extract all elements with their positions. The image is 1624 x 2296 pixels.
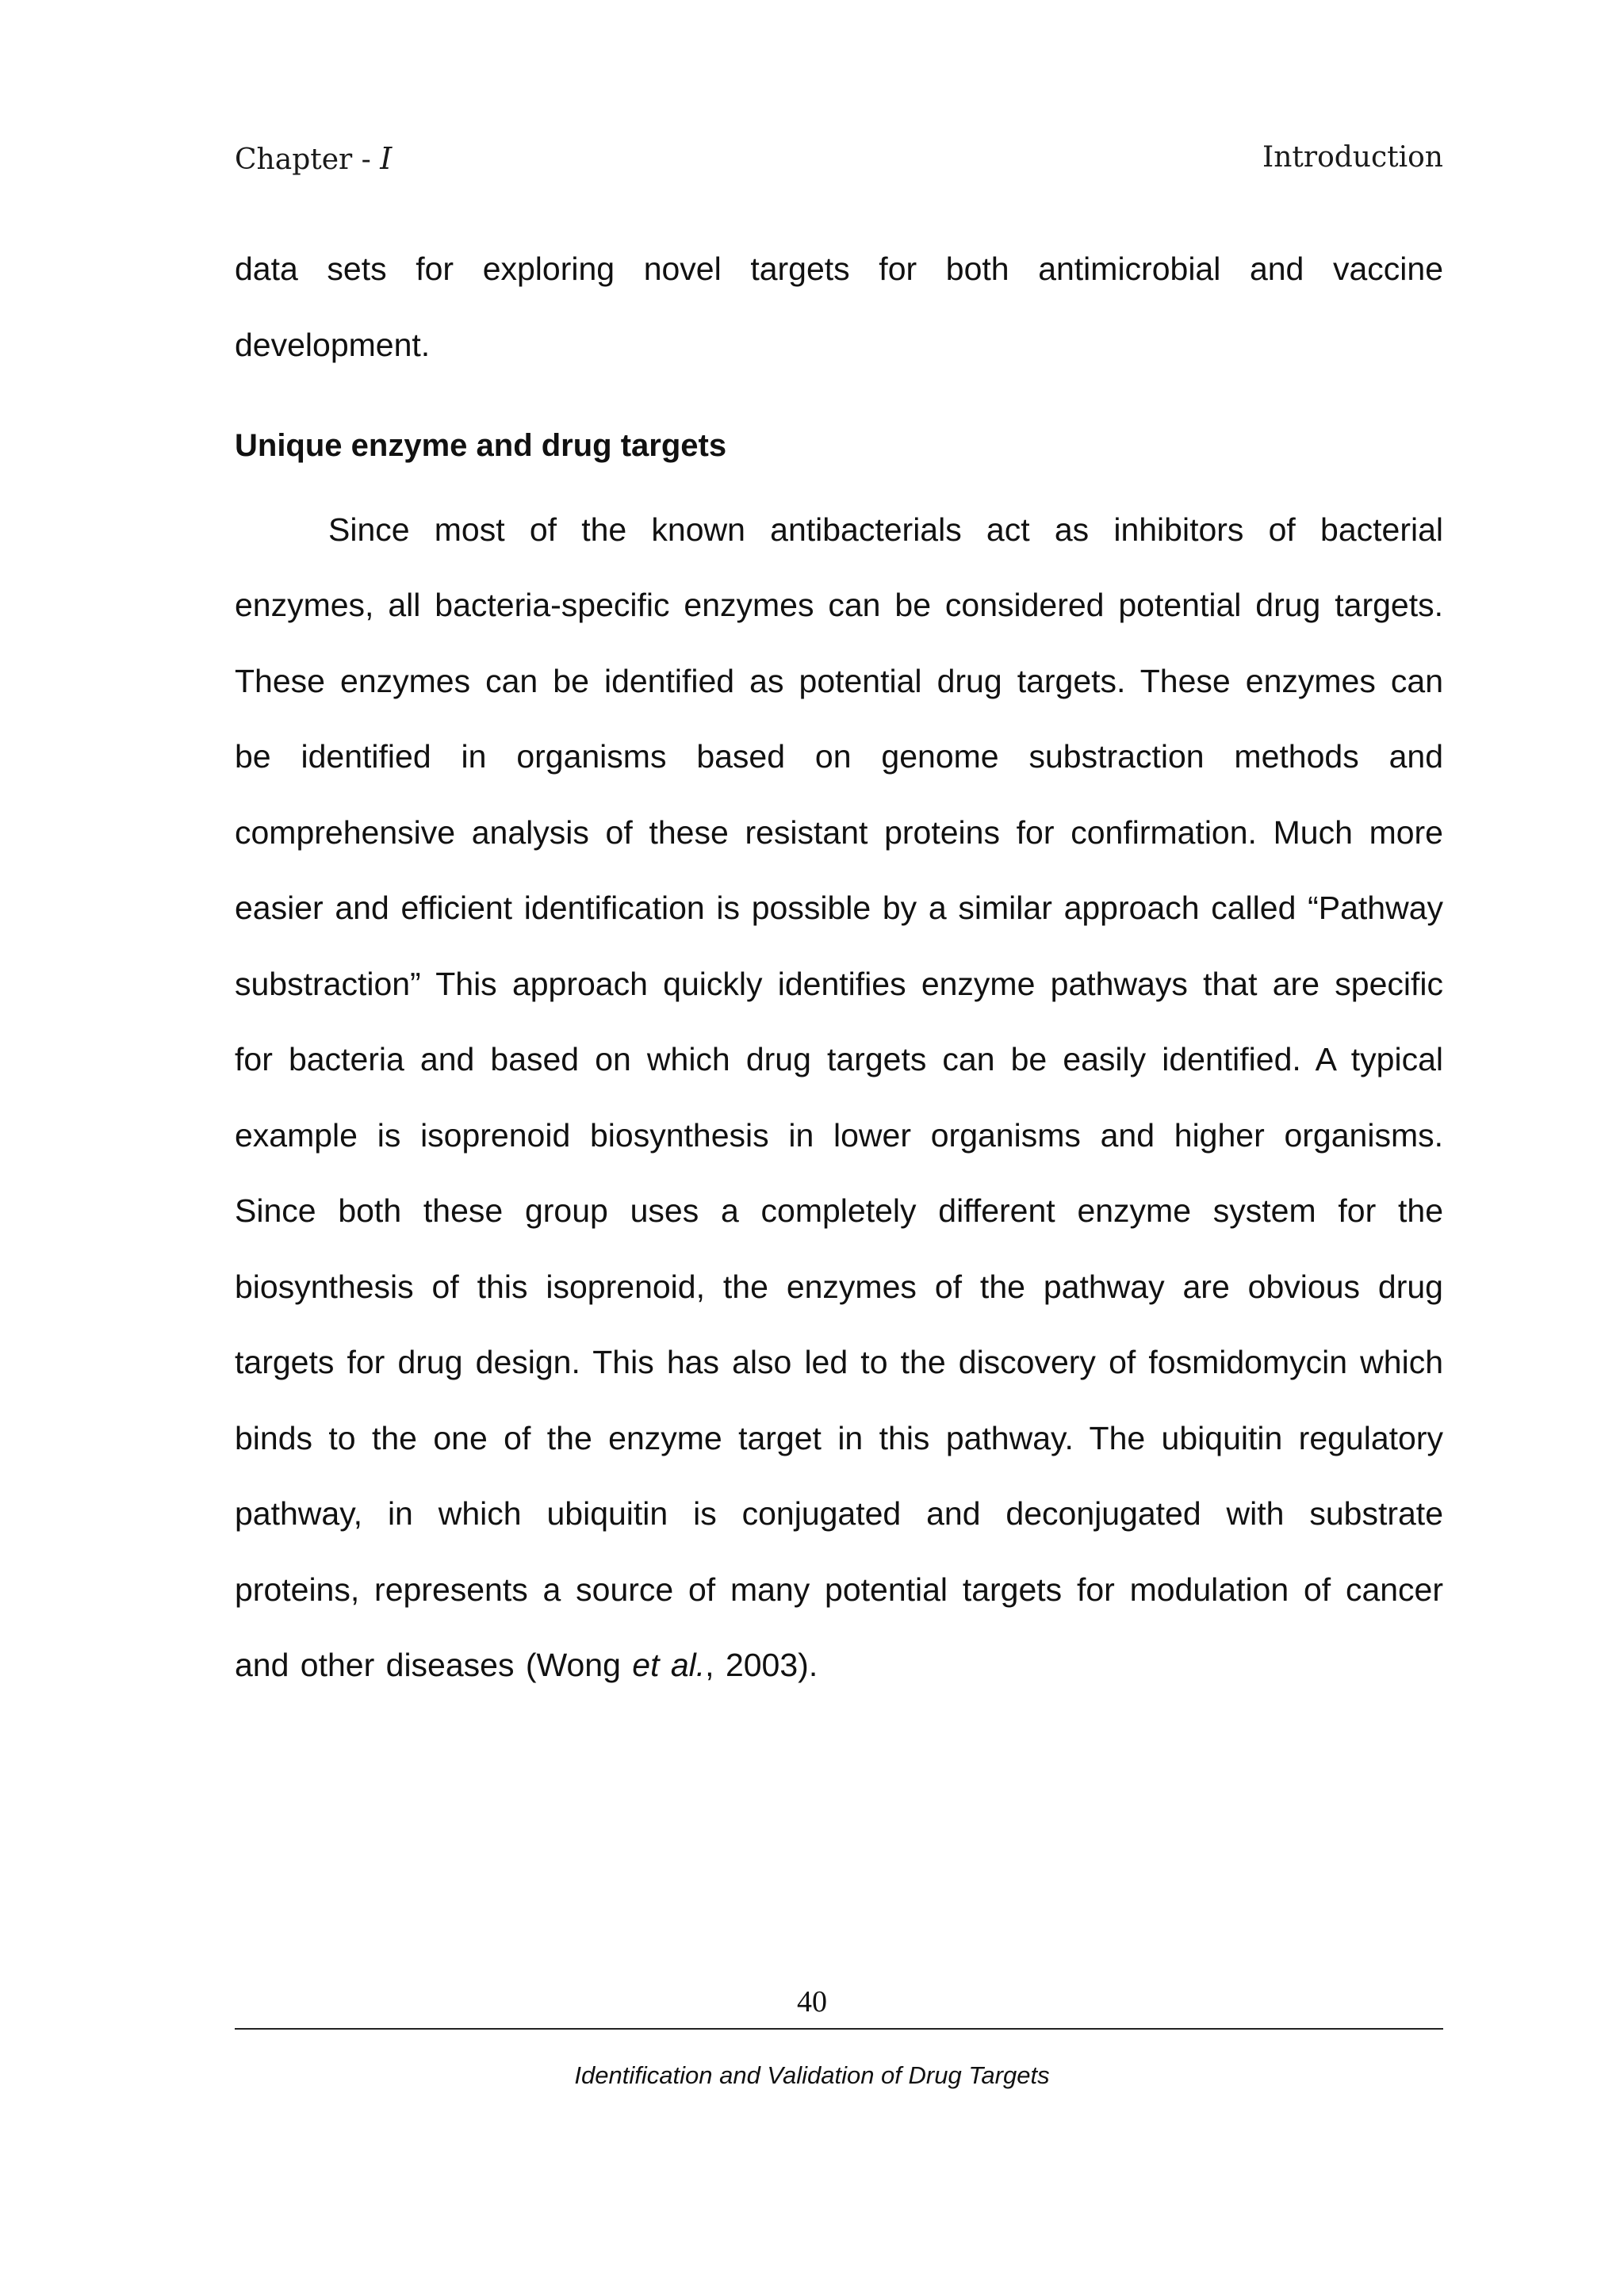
chapter-number: I bbox=[380, 141, 393, 176]
chapter-label-text: Chapter - bbox=[235, 144, 371, 176]
section-title: Introduction bbox=[1262, 141, 1443, 174]
footer-divider bbox=[235, 2028, 1443, 2030]
footer-title: Identification and Validation of Drug Targets bbox=[574, 2061, 1050, 2089]
chapter-label bbox=[235, 141, 392, 176]
main-paragraph-text: Since most of the known antibacterials act as inhibitors of bacterial enzymes, all bacteria-specific enzymes can be considered potential drug targets. These enzymes can be identified as potential drug targets. These enzymes can be identified in organisms based on genome substraction methods and comprehensive analysis of these resistant proteins for confirmation. Much more easier and efficient identification is possible by a similar approach called “Pathway substraction” This approach quickly identifies enzyme pathways that are specific for bacteria and based on which drug targets can be easily identified. A typical example is isoprenoid biosynthesis in lower organisms and higher organisms. Since both these group uses a completely different enzyme system for the biosynthesis of this isoprenoid, the enzymes of the pathway are obvious drug targets for drug design. This has also led to the discovery of fosmidomycin which binds to the one of the enzyme target in this pathway. The ubiquitin regulatory pathway, in which ubiquitin is conjugated and deconjugated with substrate proteins, represents a source of many potential targets for modulation of cancer and other diseases (Wong bbox=[235, 511, 1443, 1683]
main-paragraph bbox=[235, 492, 1443, 1704]
section-heading: Unique enzyme and drug targets bbox=[235, 428, 727, 463]
page-number: 40 bbox=[797, 1985, 827, 2019]
body-text bbox=[235, 232, 1443, 1704]
citation-et-al: et al. bbox=[632, 1647, 706, 1683]
running-header bbox=[235, 141, 1443, 181]
citation-year: , 2003). bbox=[705, 1647, 818, 1683]
continuation-paragraph: data sets for exploring novel targets for both antimicrobial and vaccine development. bbox=[235, 251, 1443, 363]
